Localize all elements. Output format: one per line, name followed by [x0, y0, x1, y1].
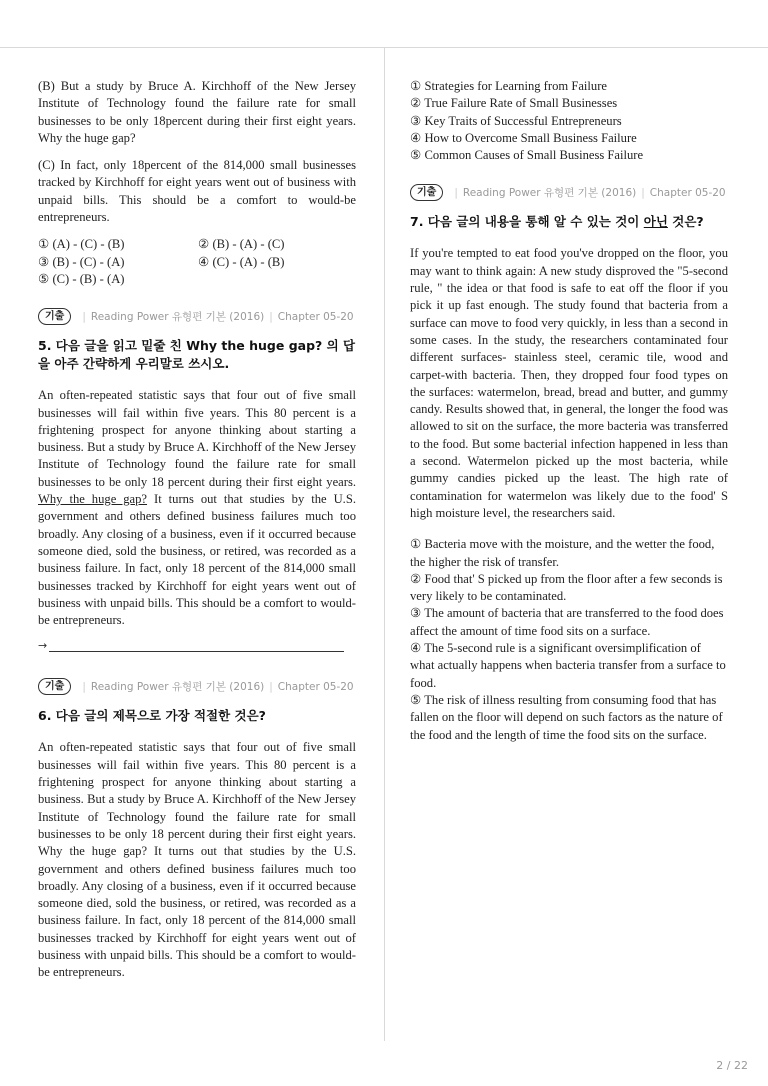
q5-source-row: 기출 | Reading Power 유형편 기본 (2016) | Chapter 05-20 — [38, 308, 356, 325]
source-title: Reading Power 유형편 기본 (2016) — [90, 681, 265, 694]
q6-choices — [410, 78, 728, 164]
choice-item[interactable]: ③ (B) - (C) - (A) — [38, 254, 125, 269]
passage-paragraph-c: (C) In fact, only 18percent of the 814,000 small businesses tracked by Kirchhoff for eight years went out of business with unpaid bills. This should be a comfort to would-be entrepreneurs. — [38, 158, 356, 225]
source-title: Reading Power 유형편 기본 (2016) — [462, 187, 637, 200]
q4-choices — [38, 236, 356, 288]
choice-item[interactable]: ⑤ The risk of illness resulting from consuming food that has fallen on the floor will depend on such factors as the nature of the food and the length of time the food sits on the surface. — [410, 692, 723, 742]
choice-item[interactable]: ④ The 5-second rule is a significant oversimplification of what actually happens when bacteria transfer from a surface to food. — [410, 641, 726, 690]
choice-item[interactable]: ① Bacteria move with the moisture, and the wetter the food, the higher the risk of transfer. — [410, 537, 715, 569]
source-chapter: Chapter 05-20 — [277, 310, 354, 323]
source-badge: 기출 — [38, 308, 71, 325]
question-passage: An often-repeated statistic says that four out of five small businesses will fail within five years. This 80 percent is a frightening prospect for anyone thinking about starting a business. But a study by Bruce A. Kirchhoff of the New Jersey Institute of Technology found the failure rate for small businesses to be only 18 percent during their first eight years. Why the huge gap? It turns out that studies by the U.S. government and others defined business failures much too broadly. Any closing of a business, even if it occurred because someone died, sold the business, or retired, was recorded as a business failure. In fact, only 18 percent of the 814,000 small businesses tracked by Kirchhoff for eight years went out of business with unpaid bills. This should be a comfort to would-be entrepreneurs. — [38, 388, 356, 628]
choice-item[interactable]: ⑤ (C) - (B) - (A) — [38, 271, 125, 286]
right-column — [410, 78, 728, 744]
column-divider — [384, 48, 385, 1041]
answer-line[interactable] — [38, 639, 356, 652]
passage-paragraph-b: (B) But a study by Bruce A. Kirchhoff of the New Jersey Institute of Technology found the failure rate for small businesses to be only 18percent during their first eight years. Why the huge gap? — [38, 79, 356, 145]
question-passage: An often-repeated statistic says that four out of five small businesses will fail within five years. This 80 percent is a frightening prospect for anyone thinking about starting a business. But a study by Bruce A. Kirchhoff of the New Jersey Institute of Technology found the failure rate for small businesses to be only 18 percent during their first eight years. Why the huge gap? It turns out that studies by the U.S. government and others defined business failures much too broadly. Any closing of a business, even if it occurred because someone died, sold the business, or retired, was recorded as a business failure. In fact, only 18 percent of the 814,000 small businesses tracked by Kirchhoff for eight years went out of business with unpaid bills. This should be a comfort to would-be entrepreneurs. — [38, 740, 356, 980]
choice-item[interactable]: ① (A) - (C) - (B) — [38, 237, 125, 252]
q7-choices — [410, 536, 728, 744]
choice-item[interactable]: ④ How to Overcome Small Business Failure — [410, 130, 637, 145]
choice-item[interactable]: ③ The amount of bacteria that are transferred to the food does affect the amount of time food sits on a surface. — [410, 606, 724, 638]
question-title: 7. 다음 글의 내용을 통해 알 수 있는 것이 아닌 것은? — [410, 214, 704, 230]
choice-item[interactable]: ① Strategies for Learning from Failure — [410, 79, 607, 93]
choice-item[interactable]: ⑤ Common Causes of Small Business Failure — [410, 148, 644, 163]
choice-item[interactable]: ② Food that' S picked up from the floor after a few seconds is very likely to be contaminated. — [410, 571, 723, 604]
source-badge: 기출 — [38, 678, 71, 695]
underlined-word: 아닌 — [643, 214, 668, 230]
source-title: Reading Power 유형편 기본 (2016) — [90, 311, 265, 324]
choice-item[interactable]: ② True Failure Rate of Small Businesses — [410, 96, 618, 111]
left-column — [38, 78, 356, 992]
choice-item[interactable]: ③ Key Traits of Successful Entrepreneurs — [410, 113, 622, 128]
source-chapter: Chapter 05-20 — [649, 186, 726, 199]
choice-item[interactable]: ④ (C) - (A) - (B) — [198, 254, 285, 269]
question-title: 6. 다음 글의 제목으로 가장 적절한 것은? — [38, 708, 266, 724]
choice-item[interactable]: ② (B) - (A) - (C) — [198, 237, 285, 252]
question-passage: If you're tempted to eat food you've dropped on the floor, you may want to think again: A new study disproved the "5-second rule, " the idea or that food is safe to eat off the floor if you pick it up fast enough. The study found that bacteria from a surface can move to food very quickly, in less than a second in some cases. In the study, the researchers contaminated four different surfaces- stainless steel, ceramic tile, wood and carpet-with bacteria. Then, they dropped four food types on the surfaces: watermelon, bread, bread and butter, and gummy candy. Results showed that, in general, the longer the food was allowed to sit on the surface, the more bacteria was transferred to the food. But some bacterial infection happened in less than a second. Watermelon picked up the most bacteria, while gummy candies picked up the least. The high rate of contamination for watermelon was likely due to the food' S high moisture level, the researchers said. — [410, 246, 728, 520]
answer-blank[interactable] — [49, 641, 344, 652]
page-number: 2 / 22 — [716, 1059, 748, 1072]
underlined-phrase: Why the huge gap? — [38, 492, 148, 507]
source-badge: 기출 — [410, 184, 443, 201]
q7-source-row: 기출 | Reading Power 유형편 기본 (2016) | Chapter 05-20 — [410, 184, 728, 201]
q6-source-row: 기출 | Reading Power 유형편 기본 (2016) | Chapter 05-20 — [38, 678, 356, 695]
question-title: 5. 다음 글을 읽고 밑줄 친 Why the huge gap? 의 답을 아주 간략하게 우리말로 쓰시오. — [38, 338, 356, 372]
source-chapter: Chapter 05-20 — [277, 680, 354, 693]
arrow-icon: → — [38, 639, 48, 653]
